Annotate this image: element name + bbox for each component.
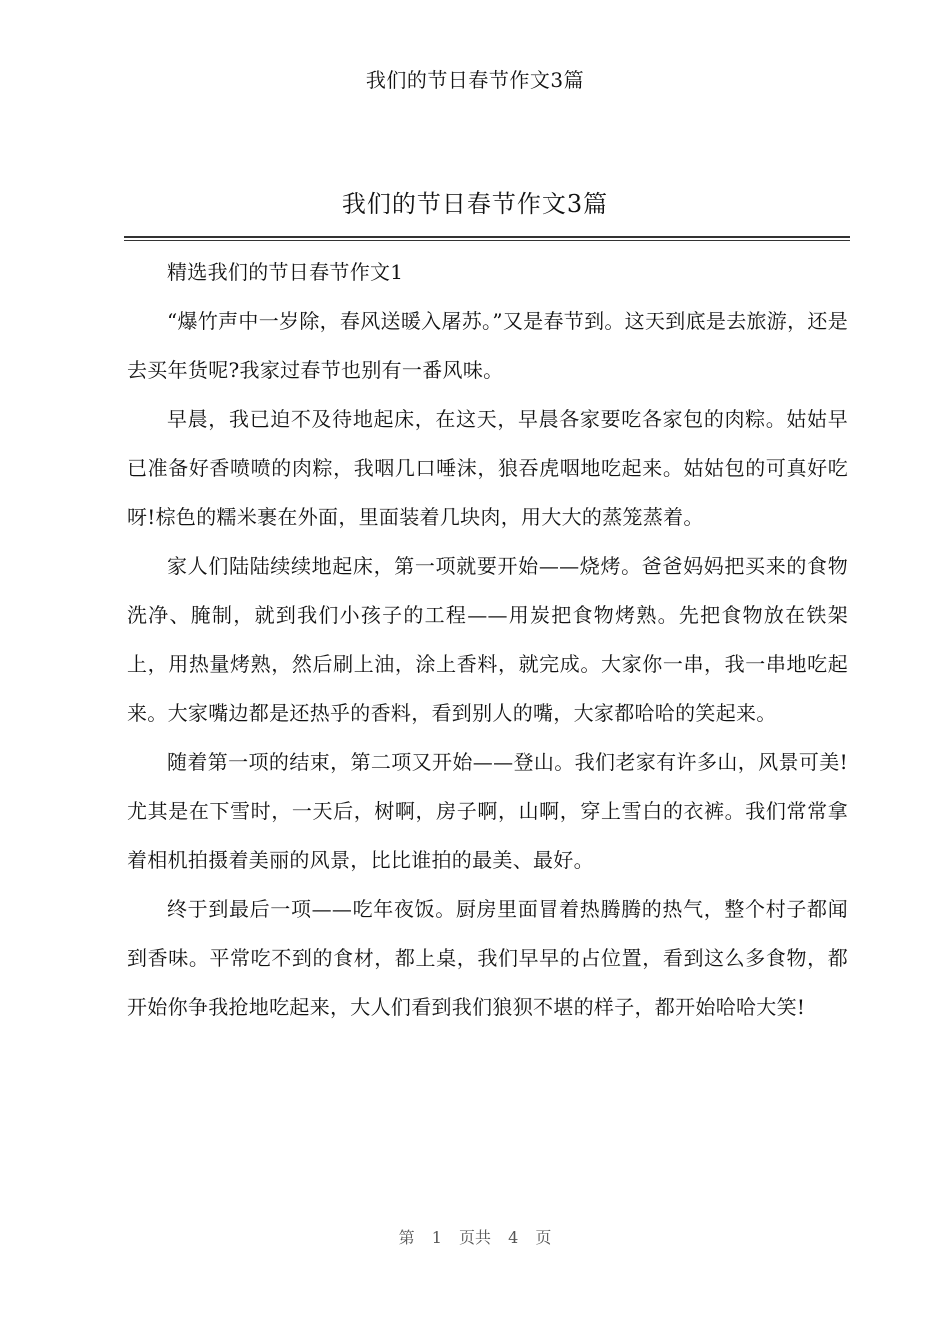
document-body bbox=[127, 248, 848, 1032]
paragraph: 家人们陆陆续续地起床，第一项就要开始——烧烤。爸爸妈妈把买来的食物洗净、腌制，就到我们小孩子的工程——用炭把食物烤熟。先把食物放在铁架上，用热量烤熟，然后刷上油，涂上香料，就完成。大家你一串，我一串地吃起来。大家嘴边都是还热乎的香料，看到别人的嘴，大家都哈哈的笑起来。 bbox=[127, 554, 848, 725]
document-title: 我们的节日春节作文3篇 bbox=[341, 190, 609, 218]
running-header: 我们的节日春节作文3篇 bbox=[365, 68, 585, 92]
section-heading: 精选我们的节日春节作文1 bbox=[167, 260, 404, 284]
paragraph: 终于到最后一项——吃年夜饭。厨房里面冒着热腾腾的热气，整个村子都闻到香味。平常吃不到的食材，都上桌，我们早早的占位置，看到这么多食物，都开始你争我抢地吃起来，大人们看到我们狼狈不堪的样子，都开始哈哈大笑! bbox=[127, 897, 848, 1019]
paragraph: 早晨，我已迫不及待地起床，在这天，早晨各家要吃各家包的肉粽。姑姑早已准备好香喷喷的肉粽，我咽几口唾沫，狼吞虎咽地吃起来。姑姑包的可真好吃呀!棕色的糯米裹在外面，里面装着几块肉，用大大的蒸笼蒸着。 bbox=[127, 407, 848, 529]
page-footer: 第 1 页共 4 页 bbox=[398, 1228, 552, 1247]
title-divider bbox=[124, 236, 850, 241]
paragraph: “爆竹声中一岁除，春风送暖入屠苏。”又是春节到。这天到底是去旅游，还是去买年货呢?我家过春节也别有一番风味。 bbox=[127, 309, 848, 382]
paragraph: 随着第一项的结束，第二项又开始——登山。我们老家有许多山，风景可美!尤其是在下雪时，一天后，树啊，房子啊，山啊，穿上雪白的衣裤。我们常常拿着相机拍摄着美丽的风景，比比谁拍的最美、最好。 bbox=[127, 750, 848, 872]
